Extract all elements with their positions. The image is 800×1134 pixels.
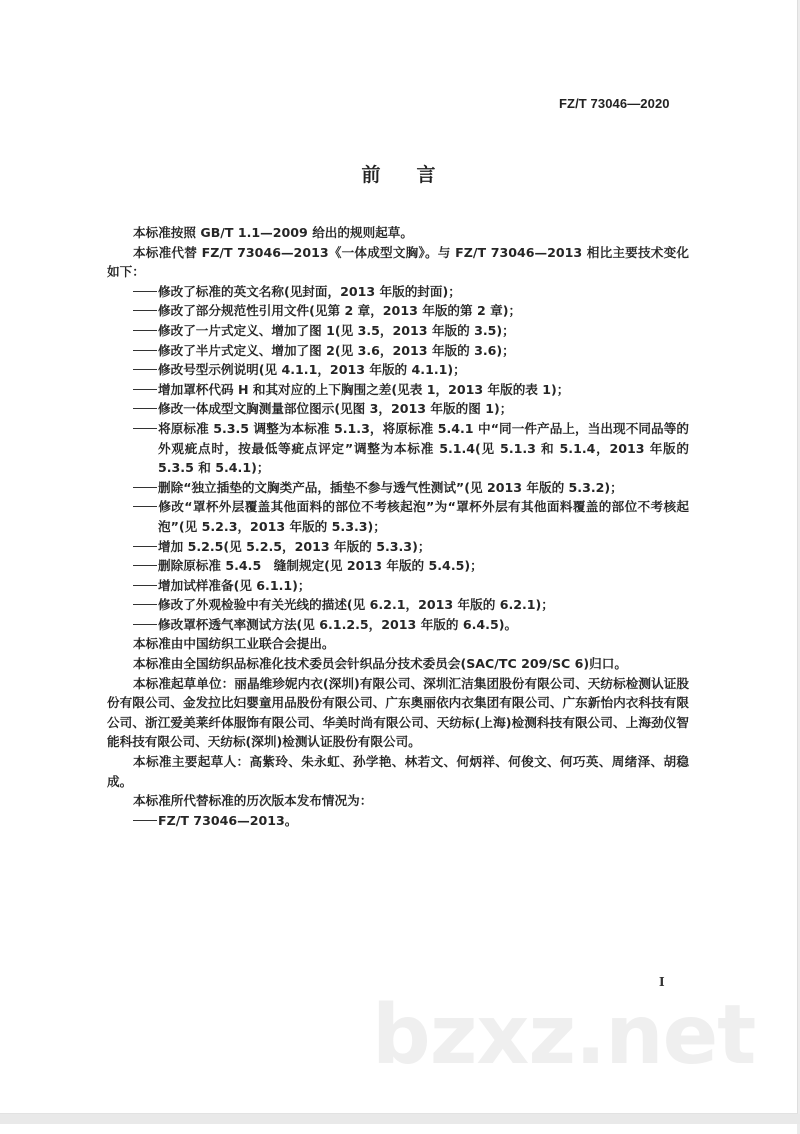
- em-dash-icon: [133, 419, 158, 439]
- change-item: 将原标准 5.3.5 调整为本标准 5.1.3，将原标准 5.4.1 中“同一件产品上，当出现不同品等的外观疵点时，按最低等疵点评定”调整为本标准 5.1.4(见 5.1.3 和 5.1.4，2013 年版的 5.3.5 和 5.4.1)；: [107, 419, 689, 478]
- em-dash-icon: [133, 282, 158, 302]
- em-dash-icon: [133, 556, 158, 576]
- paragraph-history-intro: 本标准所代替标准的历次版本发布情况为：: [133, 793, 373, 809]
- page-separator: [0, 1114, 800, 1124]
- em-dash-icon: [133, 399, 158, 419]
- em-dash-icon: [133, 301, 158, 321]
- change-item: 删除“独立插垫的文胸类产品，插垫不参与透气性测试”(见 2013 年版的 5.3.2)；: [107, 478, 689, 498]
- change-item: 修改号型示例说明(见 4.1.1，2013 年版的 4.1.1)；: [107, 360, 689, 380]
- watermark: bzxz.net: [372, 988, 756, 1083]
- em-dash-icon: [133, 595, 158, 615]
- change-item: 修改了部分规范性引用文件(见第 2 章，2013 年版的第 2 章)；: [107, 301, 689, 321]
- em-dash-icon: [133, 811, 158, 831]
- change-item: 删除原标准 5.4.5 缝制规定(见 2013 年版的 5.4.5)；: [107, 556, 689, 576]
- paragraph-proposed-by: 本标准由中国纺织工业联合会提出。: [133, 636, 335, 652]
- em-dash-icon: [133, 360, 158, 380]
- change-item: 增加试样准备(见 6.1.1)；: [107, 576, 689, 596]
- change-item: 修改罩杯透气率测试方法(见 6.1.2.5，2013 年版的 6.4.5)。: [107, 615, 689, 635]
- next-page-edge: [0, 1124, 797, 1134]
- paragraph-replaces: 本标准代替 FZ/T 73046—2013《一体成型文胸》。与 FZ/T 73046—2013 相比主要技术变化如下：: [107, 244, 689, 280]
- change-item: 增加罩杯代码 H 和其对应的上下胸围之差(见表 1，2013 年版的表 1)；: [107, 380, 689, 400]
- change-item: 修改了标准的英文名称(见封面，2013 年版的封面)；: [107, 282, 689, 302]
- change-item: 修改了半片式定义、增加了图 2(见 3.6，2013 年版的 3.6)；: [107, 341, 689, 361]
- change-item: 增加 5.2.5(见 5.2.5，2013 年版的 5.3.3)；: [107, 537, 689, 557]
- paragraph-drafting-rule: 本标准按照 GB/T 1.1—2009 给出的规则起草。: [133, 225, 413, 240]
- change-item: 修改了一片式定义、增加了图 1(见 3.5，2013 年版的 3.5)；: [107, 321, 689, 341]
- title-char-1: 前: [361, 164, 381, 186]
- em-dash-icon: [133, 615, 158, 635]
- history-item: FZ/T 73046—2013。: [107, 811, 689, 831]
- change-item: 修改一体成型文胸测量部位图示(见图 3，2013 年版的图 1)；: [107, 399, 689, 419]
- title-char-2: 言: [416, 164, 436, 186]
- em-dash-icon: [133, 380, 158, 400]
- change-item: 修改“罩杯外层覆盖其他面料的部位不考核起泡”为“罩杯外层有其他面料覆盖的部位不考核起泡”(见 5.2.3，2013 年版的 5.3.3)；: [107, 497, 689, 536]
- page-title: [0, 160, 797, 187]
- em-dash-icon: [133, 497, 158, 517]
- em-dash-icon: [133, 478, 158, 498]
- em-dash-icon: [133, 537, 158, 557]
- foreword-body: [107, 223, 689, 830]
- em-dash-icon: [133, 341, 158, 361]
- em-dash-icon: [133, 576, 158, 596]
- page-number: I: [659, 975, 665, 989]
- paragraph-drafting-units: 本标准起草单位：丽晶维珍妮内衣(深圳)有限公司、深圳汇洁集团股份有限公司、天纺标检测认证股份有限公司、金发拉比妇婴童用品股份有限公司、广东奥丽依内衣集团有限公司、广东新怡内衣科技有限公司、浙江爱美莱纤体服饰有限公司、华美时尚有限公司、天纺标(上海)检测科技有限公司、上海劲仪智能科技有限公司、天纺标(深圳)检测认证股份有限公司。: [107, 675, 689, 750]
- change-item: 修改了外观检验中有关光线的描述(见 6.2.1，2013 年版的 6.2.1)；: [107, 595, 689, 615]
- paragraph-main-drafters: 本标准主要起草人：高紫玲、朱永虹、孙学艳、林若文、何炳祥、何俊文、何巧英、周绪泽、胡稳成。: [107, 754, 689, 789]
- paragraph-jurisdiction: 本标准由全国纺织品标准化技术委员会针织品分技术委员会(SAC/TC 209/SC 6)归口。: [133, 656, 627, 672]
- em-dash-icon: [133, 321, 158, 341]
- standard-code: FZ/T 73046—2020: [559, 96, 670, 111]
